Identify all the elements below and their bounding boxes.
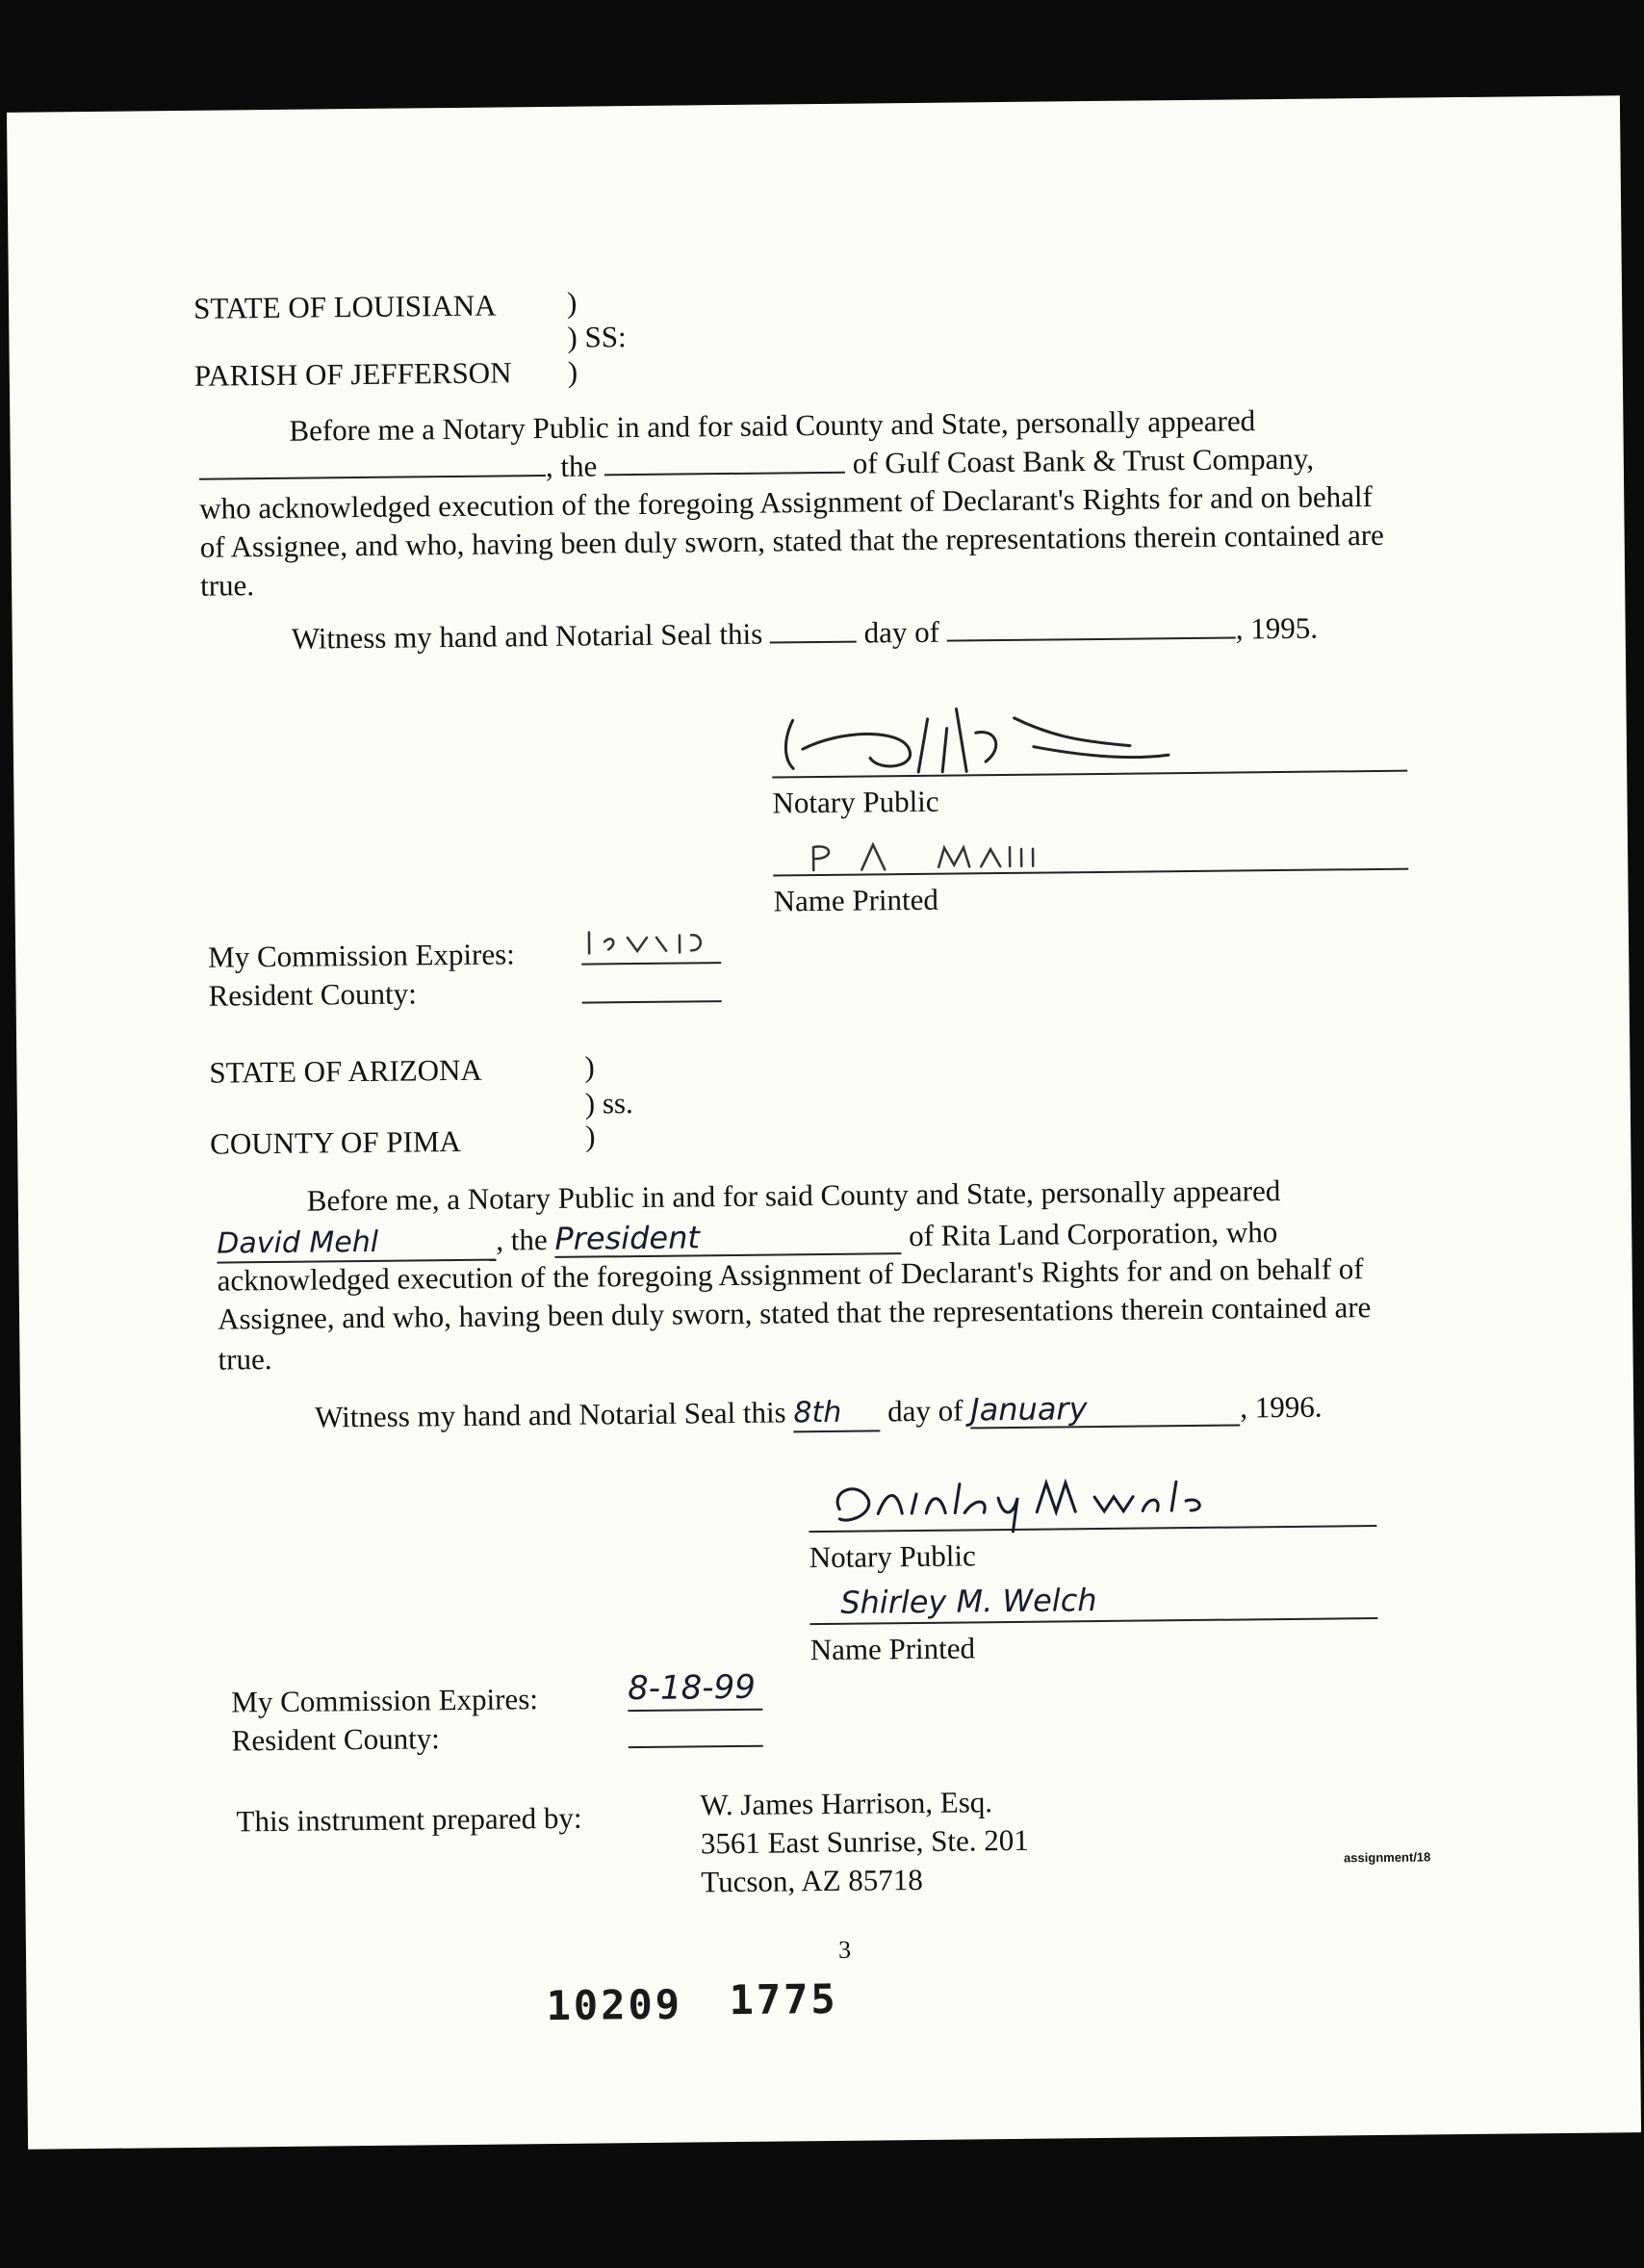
az-para-line5: true. [218,1342,272,1377]
la-printed-name-handwriting [804,835,1054,876]
az-para-line4: Assignee, and who, having been duly sworn, stated that the representations therein contained are [217,1290,1372,1336]
parish-jefferson: PARISH OF JEFFERSON [193,355,512,393]
la-company: of Gulf Coast Bank & Trust Company, [852,441,1315,480]
la-resident-line [582,1000,722,1004]
la-notary-signature [763,678,1197,788]
preparer-address: 3561 East Sunrise, Ste. 201 [700,1822,1029,1861]
az-resident-line [629,1745,763,1748]
file-code: assignment/18 [1343,1849,1431,1866]
recording-stamp-book: 10209 [546,1980,683,2030]
az-day: 8th [793,1395,880,1432]
az-commission-line [628,1709,762,1712]
az-commission-value: 8-18-99 [627,1667,757,1709]
state-arizona: STATE OF ARIZONA [209,1052,483,1090]
ss-label: ) ss. [584,1086,633,1121]
caption-paren: ) [566,285,578,320]
la-para-line3: who acknowledged execution of the foregoing Assignment of Declarant's Rights for and on behalf [199,478,1373,526]
la-day [770,641,857,644]
az-para-line1: Before me, a Notary Public in and for said County and State, personally appeared [306,1173,1281,1218]
az-year: , 1996. [1240,1389,1323,1425]
az-appearer-title: President [554,1218,901,1258]
prepared-by-label: This instrument prepared by: [236,1800,582,1839]
preparer-city: Tucson, AZ 85718 [701,1862,923,1899]
az-day-of: day of [886,1393,963,1429]
caption-paren: ) [567,354,578,389]
az-the: , the [496,1223,548,1257]
la-notary-label: Notary Public [772,784,939,820]
la-commission-line [581,962,721,966]
az-name-printed-label: Name Printed [809,1631,976,1667]
az-name-printed-value: Shirley M. Welch [840,1582,1097,1621]
la-resident-label: Resident County: [208,976,417,1013]
la-day-of: day of [863,614,940,650]
county-pima: COUNTY OF PIMA [210,1123,462,1161]
caption-paren: ) [584,1119,596,1153]
la-witness-prefix: Witness my hand and Notarial Seal this [291,616,763,656]
la-appearer-title [604,472,845,477]
preparer-name: W. James Harrison, Esq. [700,1785,993,1822]
az-para-line3: acknowledged execution of the foregoing Assignment of Declarant's Rights for and on behalf of [217,1251,1364,1298]
la-commission-label: My Commission Expires: [207,937,515,974]
la-para-line5: true. [199,568,255,603]
az-appearer-name: David Mehl [217,1224,496,1264]
az-commission-label: My Commission Expires: [231,1682,539,1719]
la-appearer-name [199,475,546,480]
az-month: January [970,1389,1240,1429]
recording-stamp-page: 1775 [729,1974,838,2024]
la-commission-handwriting [583,923,728,960]
az-resident-label: Resident County: [231,1721,441,1758]
la-witness-line [292,611,1319,657]
la-para-line4: of Assignee, and who, having been duly sworn, stated that the representations therein contained are [199,517,1384,564]
la-month [947,636,1236,641]
la-name-printed-label: Name Printed [773,882,939,918]
state-louisiana: STATE OF LOUISIANA [193,288,497,325]
az-notary-label: Notary Public [809,1538,976,1575]
ss-label: ) SS: [567,320,627,354]
az-company: of Rita Land Corporation, who [908,1215,1278,1253]
az-witness-prefix: Witness my hand and Notarial Seal this [314,1395,786,1434]
document-page [7,95,1641,2149]
la-year: , 1995. [1235,610,1319,646]
page-number: 3 [837,1935,852,1964]
az-witness-line [315,1389,1323,1438]
caption-paren: ) [584,1049,595,1084]
la-the: , the [545,449,598,483]
la-para-line1: Before me a Notary Public in and for said County and State, personally appeared [289,403,1256,448]
